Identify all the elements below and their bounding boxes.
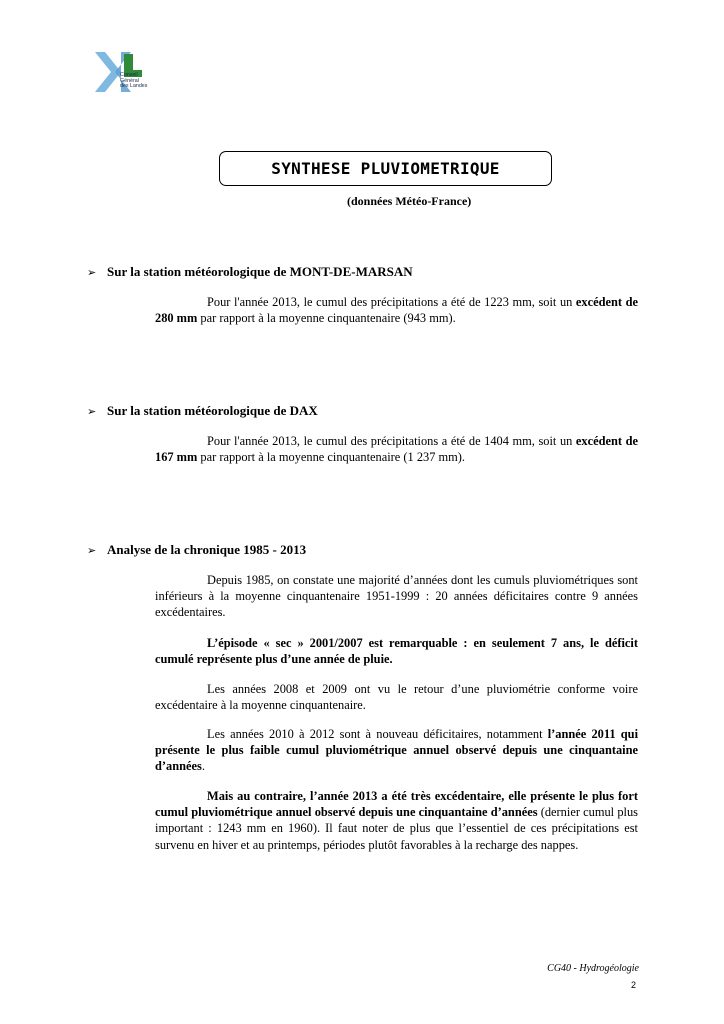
section-body-chronique-p5 <box>155 788 638 853</box>
section-heading-text: Analyse de la chronique 1985 - 2013 <box>107 542 307 557</box>
paragraph <box>155 294 638 326</box>
bold-text-run: L’épisode « sec » 2001/2007 est remarquable : en seulement 7 ans, le déficit cumulé représente plus d’une année de pluie. <box>155 636 638 667</box>
text-run: par rapport à la moyenne cinquantenaire (1 237 mm). <box>197 450 466 465</box>
text-run: (dernier cumul plus important : 1243 mm en 1960). Il faut noter de plus que l’essentiel de ces précipitations est survenu en hiver et au printemps, périodes plutôt favorables à la recharge des nappes. <box>155 805 638 852</box>
arrow-bullet-icon: ➢ <box>87 266 97 279</box>
page-subtitle: (données Météo-France) <box>347 194 472 208</box>
footer-label: CG40 - Hydrogéologie <box>547 963 639 974</box>
logo-line-2: Général <box>120 77 139 84</box>
section-heading-mont-de-marsan <box>87 264 413 280</box>
text-run: Pour l'année 2013, le cumul des précipitations a été de 1223 mm, soit un <box>207 295 576 309</box>
logo-line-1: Conseil <box>120 72 138 78</box>
text-run: . <box>201 759 205 774</box>
paragraph <box>155 726 638 775</box>
logo-text <box>120 73 170 90</box>
paragraph: Les années 2008 et 2009 ont vu le retour d’une pluviométrie conforme voire excédentaire à la moyenne cinquantenaire. <box>155 682 638 713</box>
bold-text-run: excédent de 167 mm <box>155 434 638 465</box>
section-heading-text: Sur la station météorologique de MONT-DE-MARSAN <box>107 264 413 279</box>
paragraph: Depuis 1985, on constate une majorité d’années dont les cumuls pluviométriques sont inférieurs à la moyenne cinquantenaire 1951-1999 : 20 années déficitaires contre 9 années excédentaires. <box>155 573 638 620</box>
section-body-chronique-p2 <box>155 635 638 667</box>
section-body-chronique-p3 <box>155 681 638 713</box>
bold-text-run: excédent de 280 mm <box>155 295 638 326</box>
section-body-mont-de-marsan <box>155 294 638 326</box>
section-body-chronique-p1 <box>155 572 638 621</box>
paragraph <box>155 433 638 465</box>
logo-line-3: des Landes <box>120 83 148 90</box>
paragraph <box>155 788 638 853</box>
section-heading-chronique <box>87 542 306 558</box>
section-body-dax <box>155 433 638 465</box>
section-heading-text: Sur la station météorologique de DAX <box>107 403 318 418</box>
paragraph <box>155 635 638 667</box>
text-run: Les années 2010 à 2012 sont à nouveau déficitaires, notamment <box>207 727 548 741</box>
section-body-chronique-p4 <box>155 726 638 775</box>
page-number: 2 <box>630 980 636 990</box>
bold-text-run: Mais au contraire, l’année 2013 a été très excédentaire, elle présente le plus fort cumul pluviométrique annuel observé depuis une cinquantaine d’années <box>155 789 638 820</box>
bold-text-run: l’année 2011 qui présente le plus faible cumul pluviométrique annuel observé depuis une cinquantaine d’années <box>155 727 639 774</box>
text-run: par rapport à la moyenne cinquantenaire (943 mm). <box>197 311 456 326</box>
arrow-bullet-icon: ➢ <box>87 544 97 557</box>
arrow-bullet-icon: ➢ <box>87 405 97 418</box>
section-heading-dax <box>87 403 318 419</box>
page-title: SYNTHESE PLUVIOMETRIQUE <box>219 151 552 186</box>
text-run: Pour l'année 2013, le cumul des précipitations a été de 1404 mm, soit un <box>207 434 576 448</box>
